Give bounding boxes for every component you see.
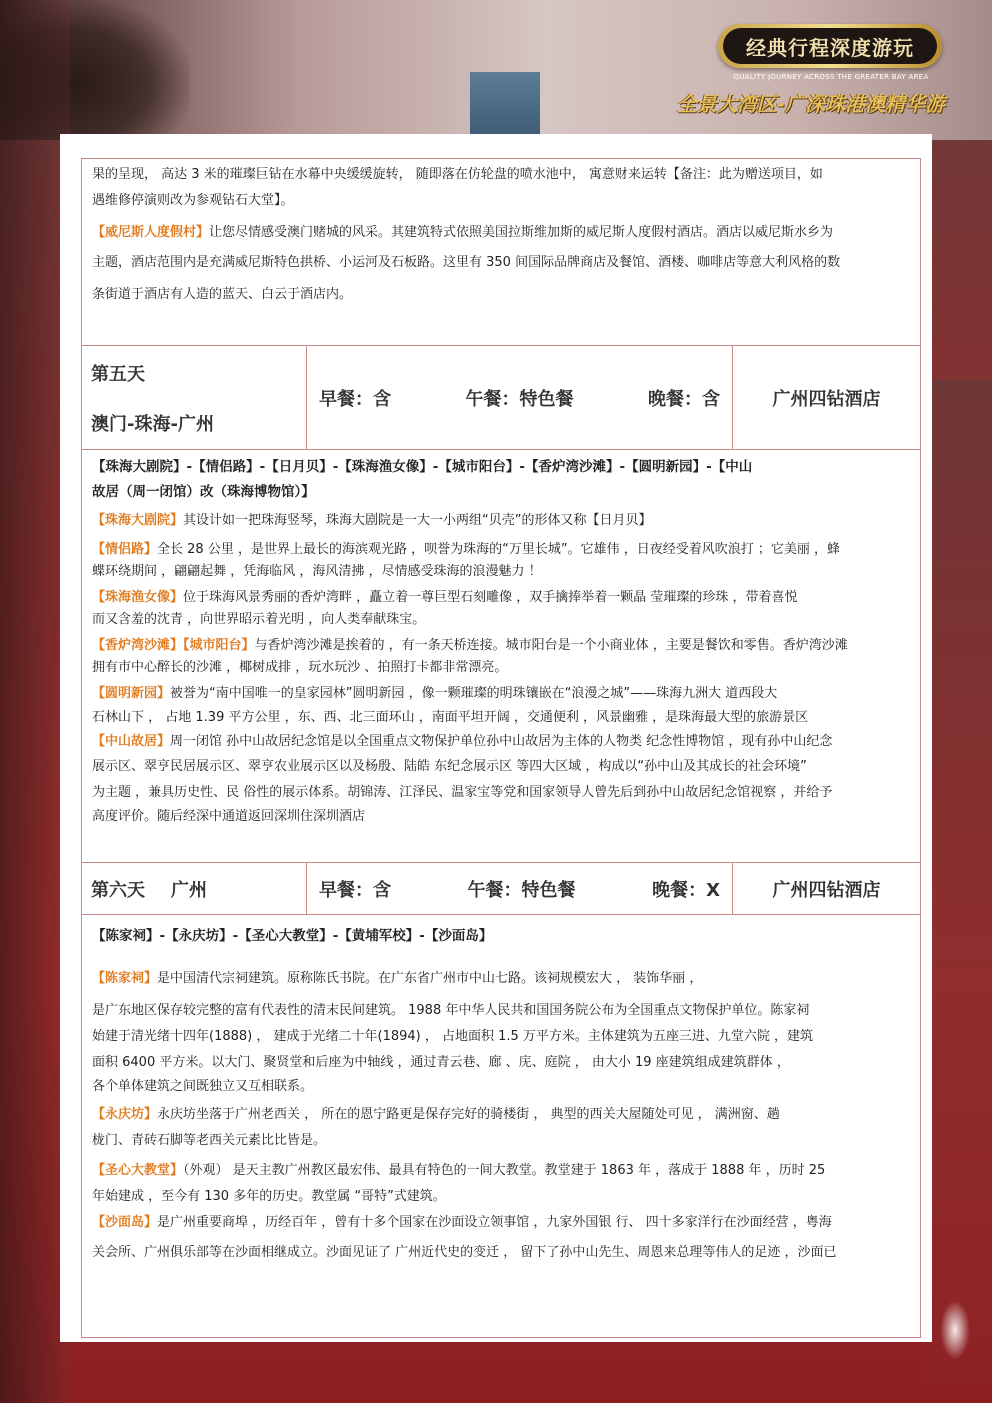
day5-hotel-cell xyxy=(733,346,920,449)
spot-text: 展示区、翠亨民居展示区、翠亨农业展示区以及杨殷、陆皓 东纪念展示区 等四大区域 ，构成以“孙中山及其成长的社会环境” xyxy=(92,759,807,774)
day6-hotel: 广州四钻酒店 xyxy=(772,879,881,901)
intro-line: 果的呈现， 高达 3 米的璀璨巨钻在水幕中央缓缓旋转， 随即落在仿轮盘的喷水池中， 寓意财来运转【备注：此为赠送项目，如 xyxy=(92,167,823,182)
day5-breakfast: 早餐：含 xyxy=(319,388,391,410)
venetian-text: 主题，酒店范围内是充满威尼斯特色拱桥、小运河及石板路。这里有 350 间国际品牌商店及餐馆、酒楼、咖啡店等意大利风格的数 xyxy=(92,255,841,270)
spot-text: 与香炉湾沙滩是挨着的 ，有一条天桥连接。城市阳台是一个小商业体 ，主要是餐饮和零售。香炉湾沙滩 xyxy=(254,638,848,653)
spot-tag: 【珠海渔女像】 xyxy=(92,590,184,605)
day6-dinner: 晚餐：X xyxy=(652,879,720,901)
itinerary-table xyxy=(81,158,921,1338)
day5-itinerary: 【珠海大剧院】-【情侣路】-【日月贝】-【珠海渔女像】-【城市阳台】-【香炉湾沙滩】-【圆明新园】-【中山 xyxy=(92,459,753,475)
venetian-tag: 【威尼斯人度假村】 xyxy=(92,225,210,240)
day6-itinerary: 【陈家祠】-【永庆坊】-【圣心大教堂】-【黄埔军校】-【沙面岛】 xyxy=(92,928,493,944)
intro-cell xyxy=(82,159,920,346)
spot-text: 永庆坊坐落于广州老西关 ， 所在的恩宁路更是保存完好的骑楼街 ， 典型的西关大屋随处可见 ， 满洲窗、趟 xyxy=(157,1107,780,1122)
day6-breakfast: 早餐：含 xyxy=(319,879,391,901)
spot-paragraph xyxy=(82,635,920,657)
spot-paragraph xyxy=(82,1102,920,1128)
day5-dinner: 晚餐：含 xyxy=(648,388,720,410)
spot-paragraph xyxy=(82,587,920,609)
tower-decoration xyxy=(470,72,540,140)
spot-tag: 【香炉湾沙滩】 xyxy=(92,638,184,653)
day5-itinerary: 故居（周一闭馆）改（珠海博物馆）】 xyxy=(92,484,315,500)
spot-text: 而又含羞的沈青 ，向世界昭示着光明 ，向人类奉献珠宝。 xyxy=(92,612,426,627)
spot-text: 始建于清光绪十四年(1888) ， 建成于光绪二十年(1894) ， 占地面积 1.5 万平方米。主体建筑为五座三进、九堂六院 ，建筑 xyxy=(92,1029,814,1044)
day6-hotel-cell xyxy=(733,863,920,914)
spot-paragraph xyxy=(82,1210,920,1236)
day5-lunch: 午餐：特色餐 xyxy=(465,388,574,410)
day5-content-cell xyxy=(82,450,920,863)
spot-tag: 【沙面岛】 xyxy=(92,1215,158,1230)
spot-tag: 【永庆坊】 xyxy=(92,1107,158,1122)
day5-header-row xyxy=(82,346,920,450)
spot-tag: 【圆明新园】 xyxy=(92,686,171,701)
spot-text: 周一闭馆 孙中山故居纪念馆是以全国重点文物保护单位孙中山故居为主体的人物类 纪念性博物馆 ，现有孙中山纪念 xyxy=(170,734,833,749)
spot-text: 位于珠海风景秀丽的香炉湾畔 ，矗立着一尊巨型石刻雕像 ，双手擒捧举着一颗晶 莹璀璨的珍珠 ，带着喜悦 xyxy=(183,590,798,605)
day6-route: 广州 xyxy=(171,879,207,901)
spot-tag: 【珠海大剧院】 xyxy=(92,513,184,528)
header-badge xyxy=(718,24,942,68)
spot-text: 其设计如一把珠海竖琴，珠海大剧院是一大一小两组“贝壳”的形体又称【日月贝】 xyxy=(183,513,652,528)
spot-text: 拥有市中心醉长的沙滩 ，椰树成排 ，玩水玩沙 、拍照打卡都非常漂亮。 xyxy=(92,660,508,675)
badge-label: 经典行程深度游玩 xyxy=(723,28,937,64)
venetian-text: 让您尽情感受澳门赌城的风采。其建筑特式依照美国拉斯维加斯的威尼斯人度假村酒店。酒店以威尼斯水乡为 xyxy=(209,225,834,240)
spot-text: 蝶环绕期间 ，翩翩起舞 ，凭海临风 ，海风清拂 ，尽情感受珠海的浪漫魅力 ！ xyxy=(92,564,542,579)
spot-text: 全长 28 公里 ，是世界上最长的海滨观光路 ，呗誉为珠海的“万里长城”。它雄伟 ，日夜经受着风吹浪打 ；它美丽 ，蜂 xyxy=(157,542,840,557)
venetian-paragraph xyxy=(82,220,920,246)
spot-text: 是广州重要商埠 ，历经百年 ，曾有十多个国家在沙面设立领事馆 ，九家外国银 行、 四十多家洋行在沙面经营 ，粤海 xyxy=(157,1215,832,1230)
spot-text: 是中国清代宗祠建筑。原称陈氏书院。在广东省广州市中山七路。该祠规模宏大 ， 装饰华丽 ， xyxy=(157,971,703,986)
spot-paragraph xyxy=(82,1158,920,1184)
venetian-text: 条街道于酒店有人造的蓝天、白云于酒店内。 xyxy=(92,287,353,302)
spot-paragraph xyxy=(82,508,920,534)
day6-label: 第六天 xyxy=(91,879,145,901)
day6-meals-cell xyxy=(307,863,733,914)
english-subtitle: QUALITY JOURNEY ACROSS THE GREATER BAY AREA xyxy=(733,73,929,81)
spot-tag: 【情侣路】 xyxy=(92,542,158,557)
day5-route: 澳门-珠海-广州 xyxy=(91,414,214,435)
spot-text: 是广东地区保存较完整的富有代表性的清末民间建筑。 1988 年中华人民共和国国务院公布为全国重点文物保护单位。陈家祠 xyxy=(92,1003,810,1018)
spot-paragraph xyxy=(82,731,920,753)
day5-hotel: 广州四钻酒店 xyxy=(772,388,881,410)
spot-tag: 【圣心大教堂】 xyxy=(92,1163,184,1178)
day6-header-row xyxy=(82,863,920,915)
spot-text: 被誉为“南中国唯一的皇家园林”圆明新园 ，像一颗璀璨的明珠镶嵌在“浪漫之城”——珠海九洲大 道西段大 xyxy=(170,686,778,701)
spot-text: 为主题 ，兼具历史性、民 俗性的展示体系。胡锦涛、江泽民、温家宝等党和国家领导人曾先后到孙中山故居纪念馆视察 ，并给予 xyxy=(92,785,833,800)
spot-paragraph xyxy=(82,539,920,561)
day6-day-cell xyxy=(82,863,307,914)
day6-content-cell xyxy=(82,915,920,1335)
spot-text: 栊门、青砖石脚等老西关元素比比皆是。 xyxy=(92,1133,327,1148)
day5-label: 第五天 xyxy=(91,364,145,385)
spot-text: 面积 6400 平方米。以大门、聚贤堂和后座为中轴线 ，通过青云巷、廊 、庑、庭院 ， 由大小 19 座建筑组成建筑群体 ， xyxy=(92,1055,790,1070)
spot-tag: 【城市阳台】 xyxy=(183,638,255,653)
spot-tag: 【陈家祠】 xyxy=(92,971,158,986)
page-title: 全景大湾区-广深珠港澳精华游 xyxy=(676,92,945,116)
spot-text: （外观） 是天主教广州教区最宏伟、最具有特色的一间大教堂。教堂建于 1863 年 ，落成于 1888 年 ，历时 25 xyxy=(183,1163,826,1178)
sparkle-decoration xyxy=(940,1300,970,1360)
spot-text: 石林山下 ， 占地 1.39 平方公里 ，东、西、北三面环山 ，南面平坦开阔 ，交通便利 ，风景幽雅 ，是珠海最大型的旅游景区 xyxy=(92,710,809,725)
spot-paragraph xyxy=(82,683,920,705)
spot-text: 高度评价。随后经深中通道返回深圳住深圳酒店 xyxy=(92,809,366,824)
day6-lunch: 午餐：特色餐 xyxy=(467,879,576,901)
spot-text: 关会所、广州俱乐部等在沙面相继成立。沙面见证了 广州近代史的变迁 ， 留下了孙中山先生、周恩来总理等伟人的足迹 ，沙面已 xyxy=(92,1245,837,1260)
intro-line: 遇维修停演则改为参观钻石大堂】。 xyxy=(92,193,294,208)
spot-paragraph xyxy=(82,966,920,992)
spot-text: 年始建成 ，至今有 130 多年的历史。教堂属 “哥特”式建筑。 xyxy=(92,1189,446,1204)
day5-meals-cell xyxy=(307,346,733,449)
spot-tag: 【中山故居】 xyxy=(92,734,171,749)
day5-day-cell xyxy=(82,346,307,449)
spot-text: 各个单体建筑之间既独立又互相联系。 xyxy=(92,1079,314,1094)
